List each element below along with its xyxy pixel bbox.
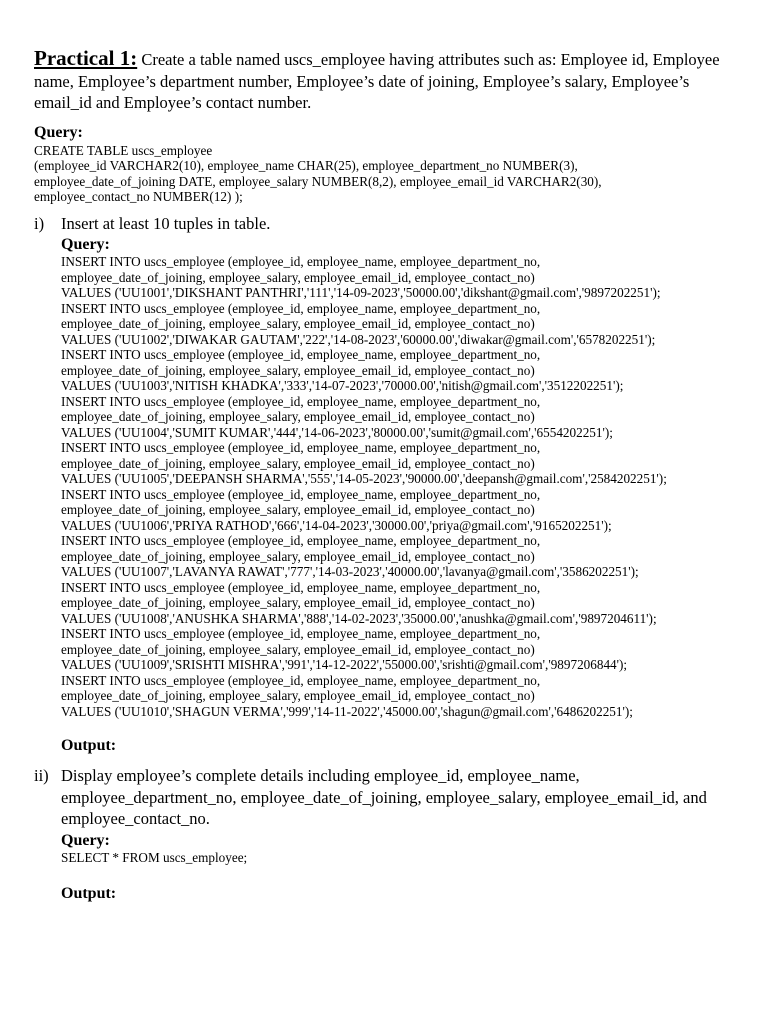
- values-line: VALUES ('UU1002','DIWAKAR GAUTAM','222','14-08-2023','60000.00','diwakar@gmail.com','6578202251');: [61, 331, 656, 347]
- insert-line: employee_date_of_joining, employee_salary, employee_email_id, employee_contact_no): [61, 548, 535, 564]
- create-query-line: CREATE TABLE uscs_employee: [34, 142, 213, 158]
- document-page: [34, 48, 734, 903]
- insert-statement: [61, 533, 734, 580]
- values-line: VALUES ('UU1006','PRIYA RATHOD','666','14-04-2023','30000.00','priya@gmail.com','9165202251');: [61, 517, 612, 533]
- part-one: [34, 213, 734, 756]
- create-query-block: [34, 143, 734, 205]
- create-query-line: (employee_id VARCHAR2(10), employee_name CHAR(25), employee_department_no NUMBER(3),: [34, 158, 578, 173]
- values-line: VALUES ('UU1004','SUMIT KUMAR','444','14-06-2023','80000.00','sumit@gmail.com','6554202251');: [61, 424, 613, 440]
- insert-statement: [61, 301, 734, 348]
- insert-line: INSERT INTO uscs_employee (employee_id, employee_name, employee_department_no,: [61, 579, 541, 595]
- insert-line: employee_date_of_joining, employee_salary, employee_email_id, employee_contact_no): [61, 688, 535, 703]
- part-one-title: Insert at least 10 tuples in table.: [61, 213, 271, 233]
- part-two-title: Display employee’s complete details including employee_id, employee_name, employee_department_no, employee_date_of_joining, employee_salary, employee_email_id, and employee_contact_no.: [61, 766, 707, 828]
- insert-statement: [61, 440, 734, 487]
- insert-statement: [61, 673, 734, 720]
- insert-line: INSERT INTO uscs_employee (employee_id, employee_name, employee_department_no,: [61, 254, 541, 269]
- insert-statement: [61, 580, 734, 627]
- insert-statements: [61, 254, 734, 719]
- create-query-heading: Query:: [34, 123, 83, 141]
- part-one-number: i): [34, 213, 45, 233]
- part-two-number: ii): [34, 766, 49, 785]
- create-query-line: employee_contact_no NUMBER(12) );: [34, 189, 243, 204]
- part-one-output-heading: Output:: [61, 737, 117, 754]
- values-line: VALUES ('UU1008','ANUSHKA SHARMA','888','14-02-2023','35000.00','anushka@gmail.com','9897204611');: [61, 610, 657, 626]
- values-line: VALUES ('UU1007','LAVANYA RAWAT','777','14-03-2023','40000.00','lavanya@gmail.com','3586202251');: [61, 564, 639, 579]
- insert-statement: [61, 487, 734, 534]
- insert-statement: [61, 626, 734, 673]
- insert-line: employee_date_of_joining, employee_salary, employee_email_id, employee_contact_no): [61, 595, 535, 610]
- part-two-query-heading: Query:: [61, 831, 110, 849]
- part-two-output-heading: Output:: [61, 885, 117, 902]
- insert-line: employee_date_of_joining, employee_salary, employee_email_id, employee_contact_no): [61, 641, 535, 657]
- practical-description: Create a table named uscs_employee having attributes such as: Employee id, Employee name, Employee’s department number, Employee’s date of joining, Employee’s salary, Employee’s email_id and Employee’s contact number.: [34, 50, 720, 112]
- select-query: SELECT * FROM uscs_employee;: [61, 849, 248, 865]
- insert-line: INSERT INTO uscs_employee (employee_id, employee_name, employee_department_no,: [61, 300, 541, 316]
- values-line: VALUES ('UU1001','DIKSHANT PANTHRI','111','14-09-2023','50000.00','dikshant@gmail.com','9897202251');: [61, 285, 661, 300]
- practical-label: Practical 1:: [34, 46, 138, 70]
- insert-line: INSERT INTO uscs_employee (employee_id, employee_name, employee_department_no,: [61, 533, 541, 548]
- values-line: VALUES ('UU1005','DEEPANSH SHARMA','555','14-05-2023','90000.00','deepansh@gmail.com','2584202251');: [61, 471, 667, 486]
- insert-line: employee_date_of_joining, employee_salary, employee_email_id, employee_contact_no): [61, 362, 535, 378]
- values-line: VALUES ('UU1010','SHAGUN VERMA','999','14-11-2022','45000.00','shagun@gmail.com','6486202251');: [61, 703, 633, 719]
- insert-line: employee_date_of_joining, employee_salary, employee_email_id, employee_contact_no): [61, 269, 535, 285]
- insert-line: INSERT INTO uscs_employee (employee_id, employee_name, employee_department_no,: [61, 440, 541, 455]
- part-two: [34, 765, 734, 903]
- insert-line: INSERT INTO uscs_employee (employee_id, employee_name, employee_department_no,: [61, 347, 541, 362]
- insert-line: employee_date_of_joining, employee_salary, employee_email_id, employee_contact_no): [61, 316, 535, 331]
- insert-line: employee_date_of_joining, employee_salary, employee_email_id, employee_contact_no): [61, 502, 535, 517]
- insert-line: INSERT INTO uscs_employee (employee_id, employee_name, employee_department_no,: [61, 486, 541, 502]
- practical-intro: [34, 48, 734, 114]
- insert-line: employee_date_of_joining, employee_salary, employee_email_id, employee_contact_no): [61, 409, 535, 424]
- insert-line: INSERT INTO uscs_employee (employee_id, employee_name, employee_department_no,: [61, 393, 541, 409]
- insert-statement: [61, 347, 734, 394]
- values-line: VALUES ('UU1009','SRISHTI MISHRA','991','14-12-2022','55000.00','srishti@gmail.com','9897206844');: [61, 657, 628, 672]
- insert-line: employee_date_of_joining, employee_salary, employee_email_id, employee_contact_no): [61, 455, 535, 471]
- insert-statement: [61, 254, 734, 301]
- insert-line: INSERT INTO uscs_employee (employee_id, employee_name, employee_department_no,: [61, 672, 541, 688]
- insert-line: INSERT INTO uscs_employee (employee_id, employee_name, employee_department_no,: [61, 626, 541, 641]
- part-one-query-heading: Query:: [61, 236, 110, 253]
- create-query-line: employee_date_of_joining DATE, employee_salary NUMBER(8,2), employee_email_id VARCHAR2(30),: [34, 173, 602, 189]
- insert-statement: [61, 394, 734, 441]
- values-line: VALUES ('UU1003','NITISH KHADKA','333','14-07-2023','70000.00','nitish@gmail.com','3512202251');: [61, 378, 624, 393]
